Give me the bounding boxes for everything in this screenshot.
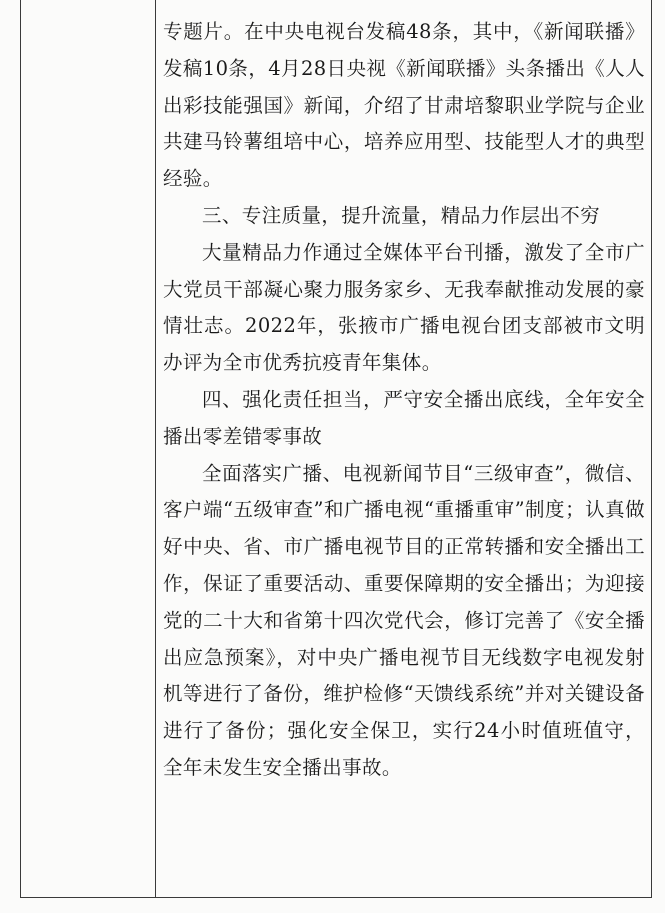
table-label-cell [22,0,154,896]
table-content-cell [157,0,649,896]
section-heading-quality: 三、专注质量，提升流量，精品力作层出不穷 [202,203,601,227]
paragraph-news-coverage: 专题片。在中央电视台发稿48条，其中，《新闻联播》发稿10条，4月28日央视《新闻联播》头条播出《人人出彩技能强国》新闻，介绍了甘肃培黎职业学院与企业共建马铃薯组培中心，培养应用型、技能型人才的典型经验。 [163,20,645,191]
table-border-left [20,0,21,898]
paragraph-quality-works: 大量精品力作通过全媒体平台刊播，激发了全市广大党员干部凝心聚力服务家乡、无我奉献推动发展的豪情壮志。2022年，张掖市广播电视台团支部被市文明办评为全市优秀抗疫青年集体。 [163,240,645,375]
table-border-bottom [20,897,652,898]
paragraph-safety-broadcast: 全面落实广播、电视新闻节目“三级审查”，微信、客户端“五级审查”和广播电视“重播重审”制度；认真做好中央、省、市广播电视节目的正常转播和安全播出工作，保证了重要活动、重要保障期的安全播出；为迎接党的二十大和省第十四次党代会，修订完善了《安全播出应急预案》，对中央广播电视节目无线数字电视发射机等进行了备份，维护检修“天馈线系统”并对关键设备进行了备份；强化安全保卫，实行24小时值班值守，全年未发生安全播出事故。 [163,461,645,779]
table-column-divider [155,0,156,898]
section-heading-safety: 四、强化责任担当，严守安全播出底线，全年安全播出零差错零事故 [163,387,645,448]
table-border-right [651,0,652,898]
body-text [163,14,645,787]
